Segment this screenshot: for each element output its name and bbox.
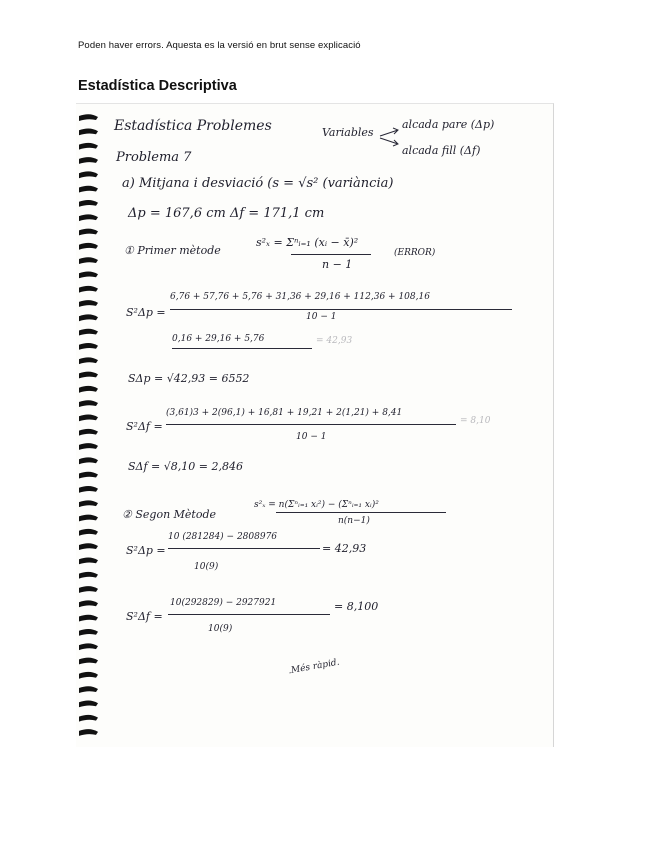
spiral-ring <box>79 586 98 593</box>
spiral-ring <box>79 257 98 264</box>
error-tag: (ERROR) <box>394 248 436 258</box>
m2-ap-result: = 42,93 <box>322 542 367 555</box>
spiral-ring <box>79 357 98 364</box>
spiral-ring <box>79 543 98 550</box>
spiral-ring <box>79 272 98 279</box>
spiral-ring <box>79 314 98 321</box>
spiral-ring <box>79 372 98 379</box>
notebook-spiral <box>76 104 106 747</box>
sap-numerator: 6,76 + 57,76 + 5,76 + 31,36 + 29,16 + 112,36 + 108,16 <box>170 292 430 302</box>
sap-sqrt: SΔp = √42,93 = 6552 <box>128 372 250 385</box>
spiral-ring <box>79 472 98 479</box>
spiral-ring <box>79 329 98 336</box>
spiral-ring <box>79 171 98 178</box>
spiral-ring <box>79 729 98 736</box>
method-2-formula: s²ₓ = n(Σⁿᵢ₌₁ xᵢ²) − (Σⁿᵢ₌₁ xᵢ)² <box>254 500 379 510</box>
spiral-ring <box>79 200 98 207</box>
spiral-ring <box>79 658 98 665</box>
m2-ap-lhs: S²Δp = <box>126 544 166 557</box>
method-1-denominator: n − 1 <box>322 258 353 271</box>
spiral-ring <box>79 157 98 164</box>
page-heading: Estadística Descriptiva <box>78 78 237 94</box>
spiral-ring <box>79 386 98 393</box>
sap-result: = 42,93 <box>316 336 353 346</box>
spiral-ring <box>79 515 98 522</box>
m2-ap-denominator: 10(9) <box>194 562 219 572</box>
saf-result: = 8,10 <box>460 416 491 426</box>
m2-ap-numerator: 10 (281284) − 2808976 <box>168 532 278 542</box>
m2-af-result: = 8,100 <box>334 600 379 613</box>
spiral-ring <box>79 129 98 136</box>
spiral-ring <box>79 672 98 679</box>
notes-title: Estadística Problemes <box>114 118 272 134</box>
spiral-ring <box>79 500 98 507</box>
spiral-ring <box>79 643 98 650</box>
spiral-ring <box>79 615 98 622</box>
spiral-ring <box>79 486 98 493</box>
method-2-denominator: n(n−1) <box>338 516 370 526</box>
spiral-ring <box>79 686 98 693</box>
handwritten-notes-scan <box>76 103 554 747</box>
spiral-ring <box>79 214 98 221</box>
disclaimer-text: Poden haver errors. Aquesta es la versió en brut sense explicació <box>78 40 361 51</box>
spiral-ring <box>79 186 98 193</box>
footer-note: .Més ràpid. <box>287 657 341 677</box>
variable-fill: alcada fill (Δf) <box>402 144 481 157</box>
spiral-ring <box>79 701 98 708</box>
method-1-formula: s²ₓ = Σⁿᵢ₌₁ (xᵢ − x̄)² <box>256 236 359 249</box>
variable-pare: alcada pare (Δp) <box>402 118 495 131</box>
sap-numerator-cont: 0,16 + 29,16 + 5,76 <box>172 334 265 344</box>
m2-af-numerator: 10(292829) − 2927921 <box>170 598 277 608</box>
spiral-ring <box>79 286 98 293</box>
spiral-ring <box>79 114 98 121</box>
problem-label: Problema 7 <box>116 150 192 165</box>
spiral-ring <box>79 300 98 307</box>
saf-numerator: (3,61)3 + 2(96,1) + 16,81 + 19,21 + 2(1,21) + 8,41 <box>166 408 403 418</box>
spiral-ring <box>79 415 98 422</box>
spiral-ring <box>79 529 98 536</box>
spiral-ring <box>79 443 98 450</box>
saf-denominator: 10 − 1 <box>296 432 327 442</box>
spiral-ring <box>79 629 98 636</box>
saf-lhs: S²Δf = <box>126 420 163 433</box>
spiral-ring <box>79 715 98 722</box>
method-1-label: ① Primer mètode <box>124 244 221 257</box>
part-a-label: a) Mitjana i desviació (s = √s² (variància) <box>122 176 394 191</box>
spiral-ring <box>79 572 98 579</box>
spiral-ring <box>79 600 98 607</box>
sap-denominator: 10 − 1 <box>306 312 337 322</box>
spiral-ring <box>79 343 98 350</box>
spiral-ring <box>79 429 98 436</box>
sap-lhs: S²Δp = <box>126 306 166 319</box>
spiral-ring <box>79 558 98 565</box>
method-2-label: ② Segon Mètode <box>122 508 217 521</box>
m2-af-denominator: 10(9) <box>208 624 233 634</box>
saf-sqrt: SΔf = √8,10 = 2,846 <box>128 460 243 473</box>
arrow-icon <box>378 124 402 148</box>
spiral-ring <box>79 400 98 407</box>
spiral-ring <box>79 229 98 236</box>
spiral-ring <box>79 243 98 250</box>
m2-af-lhs: S²Δf = <box>126 610 163 623</box>
spiral-ring <box>79 457 98 464</box>
means-line: Δp = 167,6 cm Δf = 171,1 cm <box>128 206 325 221</box>
spiral-ring <box>79 143 98 150</box>
variables-label: Variables <box>322 126 374 139</box>
